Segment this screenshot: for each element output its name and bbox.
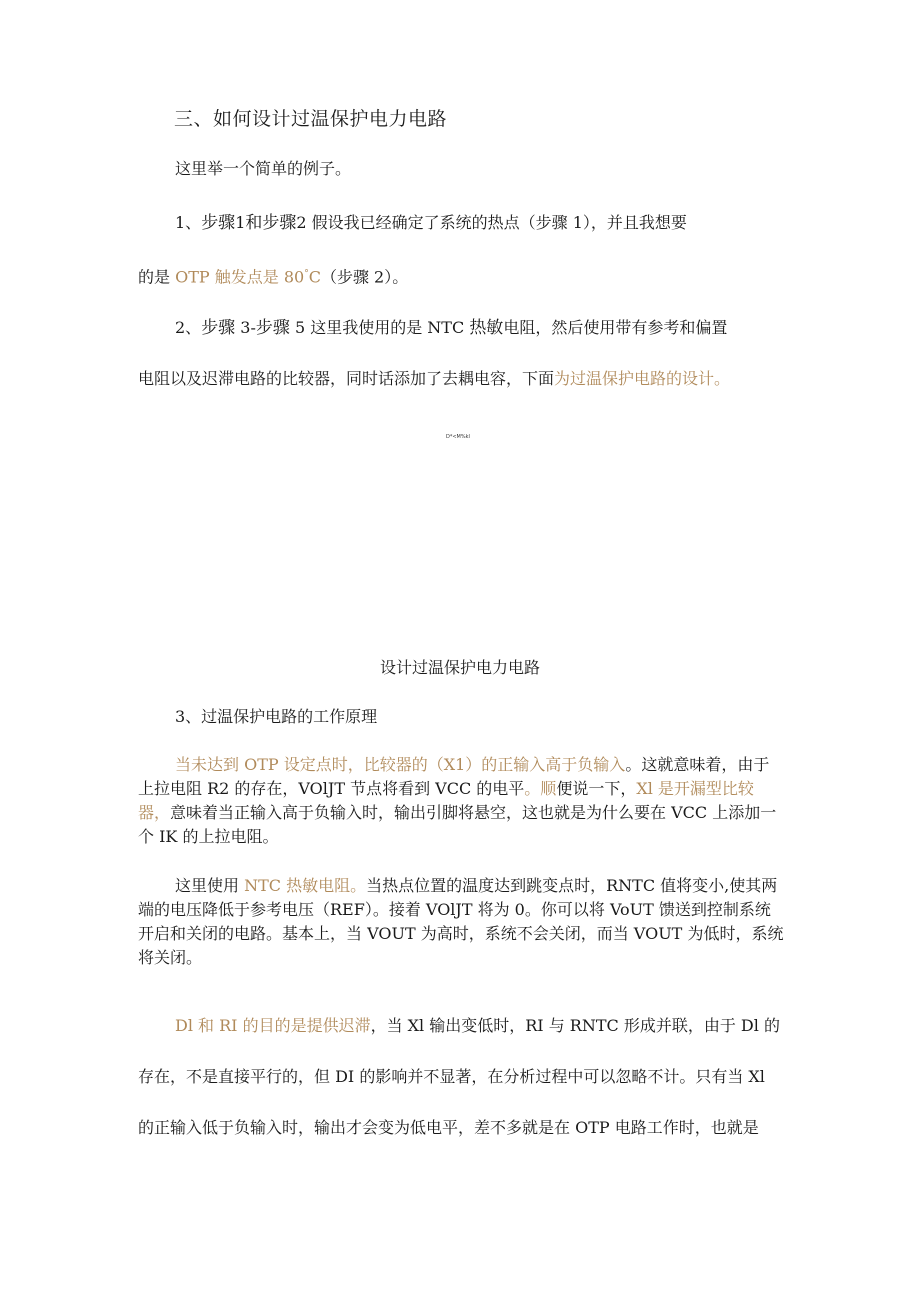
para1-line2-end: （步骤 2）。 [320,267,409,287]
p1-highlight-2: 。顺 [524,779,557,798]
para2-step-word-2: 步骤 [255,318,290,338]
section3-paragraph-2 [138,874,784,970]
para1-step-word: 步骤 [201,213,236,233]
figure-placeholder: D*<M%kl [446,434,470,440]
para1-celsius: C [308,267,321,287]
para2-thermal: 热敏 [469,318,504,338]
p3-line2: 存在，不是直接平行的，但 DI 的影响并不显著，在分析过程中可以忽略不计。只有当 Xl [138,1067,765,1086]
p3-line3: 的正输入低于负输入时，输出才会变为低电平，差不多就是在 OTP 电路工作时，也就是 [138,1118,759,1137]
p2-highlight-1: NTC 热敏电阻。 [244,876,367,895]
p2-text-1: 这里使用 [175,876,245,895]
figure-caption: 设计过温保护电力电路 [379,658,540,677]
p3-line1 [175,1015,780,1037]
section3-paragraph-1 [138,753,784,849]
para1-line1 [175,212,687,234]
para1-line2-start: 的是 [138,267,176,287]
para1-otp-highlight: OTP 触发点是 80 [175,267,305,287]
para2-ntc: 5 这里我使用的是 NTC [289,318,470,337]
p3-highlight: Dl 和 RI 的目的是提供迟滞 [175,1016,371,1035]
section3-title: 3、过温保护电路的工作原理 [175,707,378,726]
p2-text-2: 当热点位置的温度达到跳变点时，RNTC 值将变小,使其两端的电压降低于参考电压（REF）。接着 VOlJT 将为 0。你可以将 VoUT 馈送到控制系统开启和关闭的电路。基本上，当 VOUT 为高时，系统不会关闭，而当 VOUT 为低时，系统将关闭。 [138,876,784,967]
para2-line2 [138,368,730,390]
para2-line1 [175,317,727,339]
p1-text-2: 便说一下， [556,779,637,798]
para2-line2-highlight: 为过温保护电路的设计。 [554,369,731,388]
para1-degree: ° [304,269,309,279]
p1-highlight-1: 当未达到 OTP 设定点时，比较器的（X1）的正输入高于负输入 [175,755,626,774]
para1-line2 [138,263,408,288]
para1-step-num: 1 [235,213,246,232]
para1-and-step: 和步骤 [245,213,297,233]
p1-highlight-3: Xl 是开漏型比较器， [138,779,754,822]
para2-number: 2、 [175,318,202,337]
para2-step-word: 步骤 [201,318,236,338]
para2-step-range: 3- [235,318,256,337]
p1-text-1: 。这就意味着，由于上拉电阻 R2 的存在，VOlJT 节点将看到 VCC 的电平 [138,755,770,798]
para2-line2-text: 电阻以及迟滞电路的比较器，同时话添加了去耦电容，下面 [138,369,555,388]
p3-line1-text: ，当 Xl 输出变低时，RI 与 RNTC 形成并联，由于 Dl 的 [370,1016,780,1035]
p1-text-3: 意味着当正输入高于负输入时，输出引脚将悬空，这也就是为什么要在 VCC 上添加一个 IK 的上拉电阻。 [138,803,777,846]
intro-text: 这里举一个简单的例子。 [175,159,352,178]
para1-number: 1、 [175,213,202,232]
para1-rest: 2 假设我已经确定了系统的热点（步骤 1），并且我想要 [296,213,687,232]
para2-rest: 电阻，然后使用带有参考和偏置 [503,318,728,337]
section-heading: 三、如何设计过温保护电力电路 [174,108,448,130]
